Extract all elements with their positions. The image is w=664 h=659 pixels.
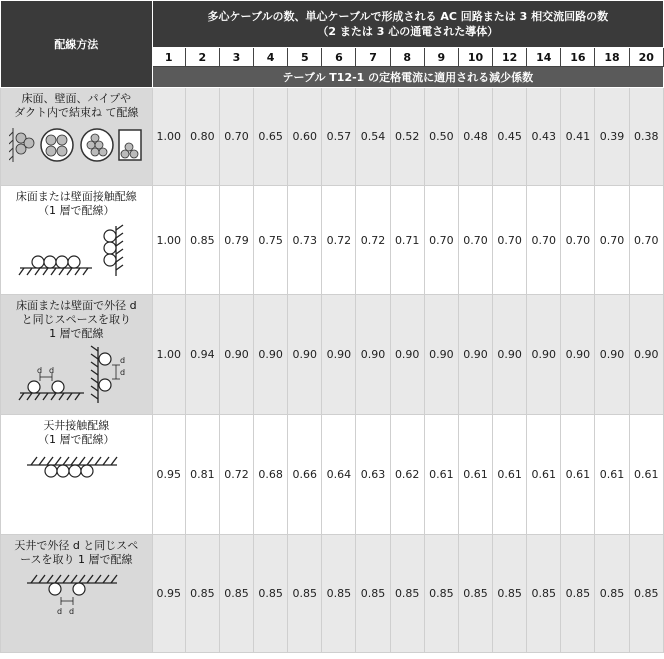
value-cell: 0.95 — [152, 415, 185, 535]
count-cell: 4 — [254, 48, 288, 67]
value-cell: 1.00 — [152, 88, 185, 186]
value-cell: 0.43 — [527, 88, 561, 186]
value-cell: 0.90 — [322, 295, 356, 415]
value-cell: 0.71 — [390, 186, 424, 295]
value-cell: 0.63 — [356, 415, 390, 535]
value-cell: 0.94 — [185, 295, 219, 415]
table-row — [1, 88, 664, 186]
method-label: 床面または壁面で外径 d と同じスペースを取り 1 層で配線 — [16, 299, 137, 340]
floor-wall-contact-icon — [16, 222, 136, 278]
value-cell: 0.72 — [356, 186, 390, 295]
value-cell: 0.81 — [185, 415, 219, 535]
value-cell: 0.85 — [493, 535, 527, 653]
value-cell: 0.90 — [288, 295, 322, 415]
value-cell: 0.90 — [458, 295, 492, 415]
value-cell: 0.85 — [458, 535, 492, 653]
value-cell: 0.68 — [254, 415, 288, 535]
d-label: d — [120, 368, 126, 377]
table-row — [1, 535, 664, 653]
value-cell: 0.90 — [356, 295, 390, 415]
value-cell: 0.38 — [629, 88, 663, 186]
table-title — [152, 1, 663, 48]
value-cell: 0.79 — [219, 186, 253, 295]
method-label: 床面、壁面、パイプや ダクト内で結束ね て配線 — [14, 92, 139, 119]
count-cell: 3 — [219, 48, 253, 67]
method-label: 床面または壁面接触配線 （1 層で配線） — [15, 190, 137, 217]
value-cell: 0.61 — [595, 415, 629, 535]
value-cell: 0.90 — [254, 295, 288, 415]
count-cell: 6 — [322, 48, 356, 67]
count-cell: 7 — [356, 48, 390, 67]
value-cell: 0.61 — [424, 415, 458, 535]
bundled-cables-icon — [9, 124, 143, 166]
value-cell: 0.70 — [458, 186, 492, 295]
value-cell: 0.61 — [527, 415, 561, 535]
value-cell: 0.72 — [219, 415, 253, 535]
value-cell: 0.90 — [424, 295, 458, 415]
value-cell: 0.85 — [527, 535, 561, 653]
value-cell: 0.90 — [629, 295, 663, 415]
method-cell — [1, 186, 153, 295]
value-cell: 1.00 — [152, 295, 185, 415]
count-cell: 2 — [185, 48, 219, 67]
count-cell: 16 — [561, 48, 595, 67]
value-cell: 0.70 — [595, 186, 629, 295]
value-cell: 0.85 — [356, 535, 390, 653]
value-cell: 0.72 — [322, 186, 356, 295]
ceiling-contact-icon — [21, 451, 131, 495]
value-cell: 0.52 — [390, 88, 424, 186]
value-cell: 0.80 — [185, 88, 219, 186]
value-cell: 0.85 — [629, 535, 663, 653]
value-cell: 0.45 — [493, 88, 527, 186]
value-cell: 0.50 — [424, 88, 458, 186]
table-subheader: テーブル T12-1 の定格電流に適用される減少係数 — [152, 67, 663, 88]
value-cell: 0.85 — [322, 535, 356, 653]
value-cell: 0.39 — [595, 88, 629, 186]
value-cell: 0.62 — [390, 415, 424, 535]
table-row — [1, 415, 664, 535]
count-cell: 1 — [152, 48, 185, 67]
value-cell: 0.85 — [390, 535, 424, 653]
value-cell: 0.64 — [322, 415, 356, 535]
count-cell: 9 — [424, 48, 458, 67]
value-cell: 0.41 — [561, 88, 595, 186]
count-cell: 18 — [595, 48, 629, 67]
value-cell: 0.85 — [561, 535, 595, 653]
d-label: d — [57, 607, 63, 616]
method-label: 天井接触配線 （1 層で配線） — [38, 419, 115, 446]
title-line-2: （2 または 3 心の通電された導体） — [317, 25, 499, 38]
value-cell: 0.90 — [390, 295, 424, 415]
value-cell: 0.73 — [288, 186, 322, 295]
value-cell: 0.61 — [561, 415, 595, 535]
value-cell: 0.75 — [254, 186, 288, 295]
count-cell: 20 — [629, 48, 663, 67]
value-cell: 0.85 — [254, 535, 288, 653]
value-cell: 0.54 — [356, 88, 390, 186]
value-cell: 0.70 — [561, 186, 595, 295]
method-label: 天井で外径 d と同じスペ ースを取り 1 層で配線 — [14, 539, 139, 566]
value-cell: 0.65 — [254, 88, 288, 186]
value-cell: 0.66 — [288, 415, 322, 535]
value-cell: 0.90 — [493, 295, 527, 415]
count-cell: 5 — [288, 48, 322, 67]
value-cell: 0.90 — [595, 295, 629, 415]
value-cell: 0.61 — [629, 415, 663, 535]
value-cell: 0.85 — [288, 535, 322, 653]
value-cell: 0.85 — [185, 535, 219, 653]
value-cell: 0.61 — [493, 415, 527, 535]
value-cell: 0.48 — [458, 88, 492, 186]
count-cell: 14 — [527, 48, 561, 67]
method-cell — [1, 295, 153, 415]
value-cell: 1.00 — [152, 186, 185, 295]
value-cell: 0.85 — [595, 535, 629, 653]
count-cell: 10 — [458, 48, 492, 67]
value-cell: 0.85 — [219, 535, 253, 653]
value-cell: 0.70 — [527, 186, 561, 295]
value-cell: 0.85 — [424, 535, 458, 653]
d-label: d — [69, 607, 75, 616]
value-cell: 0.61 — [458, 415, 492, 535]
table-row — [1, 295, 664, 415]
count-cell: 12 — [493, 48, 527, 67]
title-line-1: 多心ケーブルの数、単心ケーブルで形成される AC 回路または 3 相交流回路の数 — [207, 10, 609, 23]
value-cell: 0.70 — [629, 186, 663, 295]
method-cell — [1, 88, 153, 186]
method-header: 配線方法 — [1, 1, 153, 88]
value-cell: 0.90 — [219, 295, 253, 415]
floor-wall-spaced-icon — [16, 345, 136, 405]
ceiling-spaced-icon — [21, 571, 131, 623]
count-cell: 8 — [390, 48, 424, 67]
table-row — [1, 186, 664, 295]
value-cell: 0.60 — [288, 88, 322, 186]
value-cell: 0.70 — [219, 88, 253, 186]
value-cell: 0.90 — [527, 295, 561, 415]
d-label: d — [49, 366, 55, 375]
value-cell: 0.85 — [185, 186, 219, 295]
d-label: d — [37, 366, 43, 375]
method-cell — [1, 415, 153, 535]
value-cell: 0.90 — [561, 295, 595, 415]
d-label: d — [120, 356, 126, 365]
value-cell: 0.70 — [424, 186, 458, 295]
value-cell: 0.57 — [322, 88, 356, 186]
method-cell — [1, 535, 153, 653]
value-cell: 0.70 — [493, 186, 527, 295]
value-cell: 0.95 — [152, 535, 185, 653]
